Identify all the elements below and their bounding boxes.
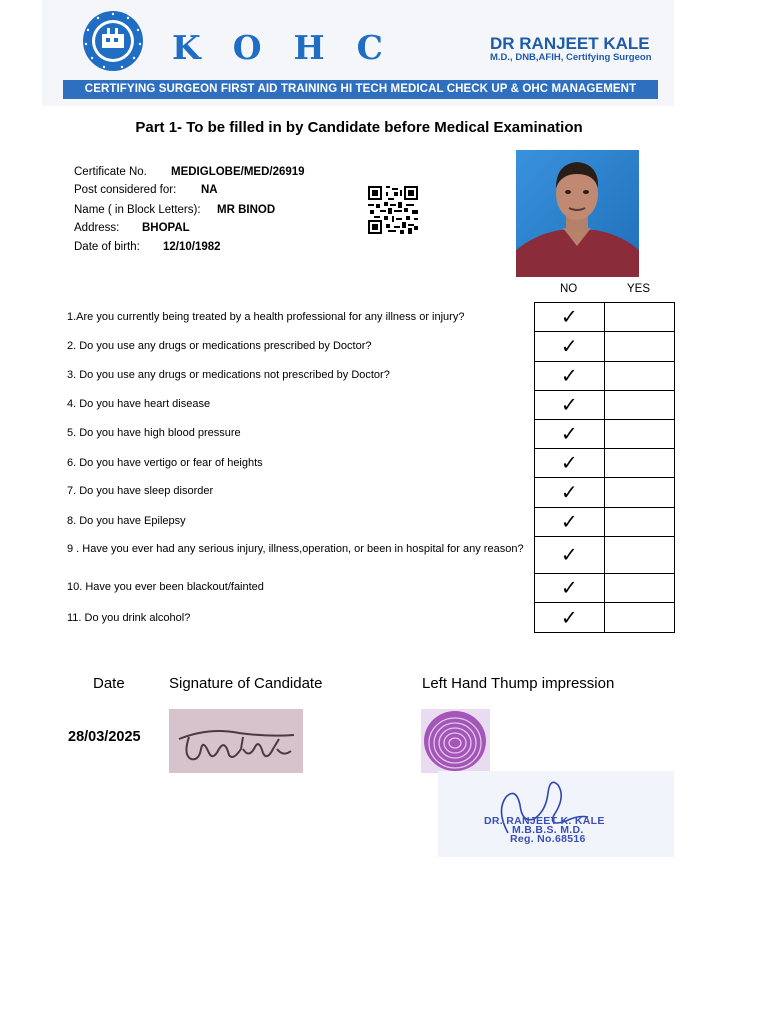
brand-name — [172, 28, 415, 67]
stamp-registration: Reg. No.68516 — [510, 833, 586, 845]
kohc-logo-icon — [80, 10, 146, 72]
answer-check-9: ✓ — [560, 542, 578, 567]
answer-check-5: ✓ — [560, 421, 578, 446]
question-3: 3. Do you use any drugs or medications not prescribed by Doctor? — [67, 369, 390, 381]
answer-check-10: ✓ — [560, 575, 578, 600]
column-header-no: NO — [560, 283, 578, 295]
form-title: Part 1- To be filled in by Candidate before Medical Examination — [135, 119, 583, 136]
answer-check-4: ✓ — [560, 392, 578, 417]
question-8: 8. Do you have Epilepsy — [67, 515, 186, 527]
thumb-impression-label: Left Hand Thump impression — [422, 675, 615, 692]
answer-check-2: ✓ — [560, 334, 578, 358]
date-value: 28/03/2025 — [68, 729, 141, 745]
answer-check-3: ✓ — [560, 363, 578, 388]
post-value: NA — [201, 184, 218, 196]
question-1: 1.Are you currently being treated by a health professional for any illness or injury? — [67, 311, 465, 323]
qr-code-icon — [368, 186, 418, 234]
dob-value: 12/10/1982 — [163, 241, 221, 253]
thumb-impression — [421, 709, 490, 773]
answer-check-8: ✓ — [560, 509, 578, 534]
certificate-label: Certificate No. — [74, 166, 147, 178]
dob-label: Date of birth: — [74, 241, 140, 253]
column-header-yes: YES — [627, 283, 651, 295]
address-value: BHOPAL — [142, 222, 190, 234]
question-6: 6. Do you have vertigo or fear of heights — [67, 457, 263, 469]
doctor-name: DR RANJEET KALE — [490, 34, 650, 53]
date-label: Date — [93, 675, 125, 692]
question-5: 5. Do you have high blood pressure — [67, 427, 241, 439]
question-11: 11. Do you drink alcohol? — [67, 612, 191, 624]
question-9: 9 . Have you ever had any serious injury, illness,operation, or been in hospital for any reason? — [67, 543, 524, 555]
question-10: 10. Have you ever been blackout/fainted — [67, 581, 264, 593]
question-7: 7. Do you have sleep disorder — [67, 485, 214, 497]
services-banner: CERTIFYING SURGEON FIRST AID TRAINING HI TECH MEDICAL CHECK UP & OHC MANAGEMENT — [63, 80, 658, 99]
candidate-signature — [169, 709, 303, 773]
question-2: 2. Do you use any drugs or medications prescribed by Doctor? — [67, 340, 372, 352]
brand-letter: K — [172, 28, 201, 67]
brand-letter: C — [356, 28, 383, 67]
post-label: Post considered for: — [74, 184, 177, 196]
answer-check-11: ✓ — [560, 605, 578, 630]
answer-check-7: ✓ — [560, 480, 578, 504]
brand-letter: H — [293, 28, 325, 67]
stamp-doctor-name: DR. RANJEET K. KALE — [484, 815, 605, 827]
brand-letter: O — [232, 28, 262, 67]
question-4: 4. Do you have heart disease — [67, 398, 211, 410]
answer-check-1: ✓ — [560, 304, 578, 329]
name-value: MR BINOD — [217, 204, 276, 216]
signature-label: Signature of Candidate — [169, 675, 323, 692]
certificate-value: MEDIGLOBE/MED/26919 — [171, 166, 305, 178]
candidate-photo — [516, 150, 639, 277]
name-label: Name ( in Block Letters): — [74, 204, 201, 216]
doctor-qualifications: M.D., DNB,AFIH, Certifying Surgeon — [490, 52, 652, 63]
stamp-degrees: M.B.B.S. M.D. — [512, 824, 584, 836]
answer-grid — [534, 302, 675, 633]
answer-check-6: ✓ — [560, 450, 578, 475]
address-label: Address: — [74, 222, 120, 234]
